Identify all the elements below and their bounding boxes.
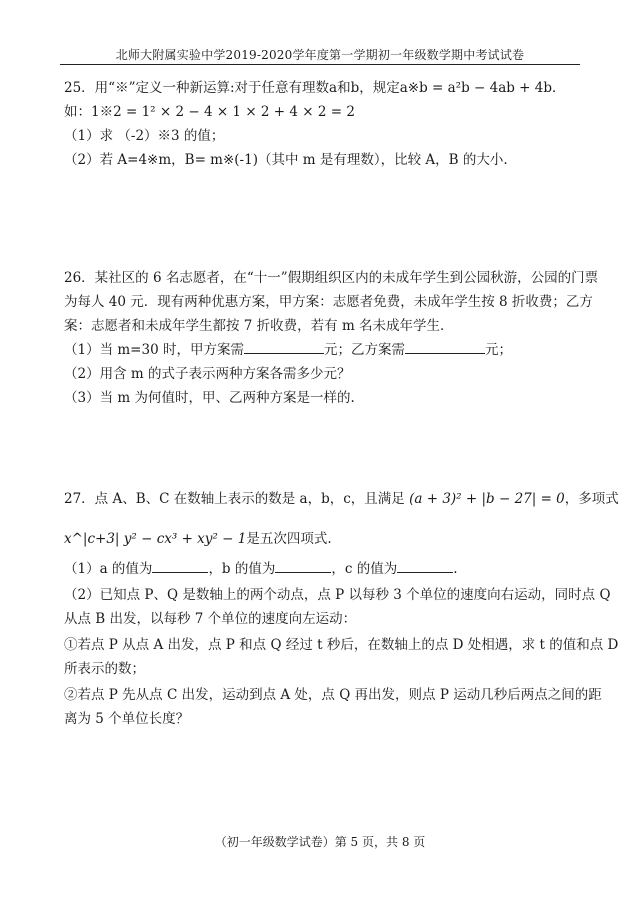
q27-polynomial: x^|c+3| y² − cx³ + xy² − 1 [64,531,247,547]
q27-part2-line1: （2）已知点 P、Q 是数轴上的两个动点，点 P 以每秒 3 个单位的速度向右运动，同时点 Q [64,587,611,603]
q27-sub2-line1: ②若点 P 先从点 C 出发，运动到点 A 处，点 Q 再出发，则点 P 运动几秒后两点之间的距 [64,687,602,703]
q26-blank-plan-a[interactable] [244,341,324,354]
q26-part1 [64,338,512,358]
q27-sub2-line2: 离为 5 个单位长度？ [64,711,190,727]
q26-part3: （3）当 m 为何值时，甲、乙两种方案是一样的. [64,390,355,406]
page-footer: （初一年级数学试卷）第 5 页，共 8 页 [214,835,426,849]
q27-sub1-line1: ①若点 P 从点 A 出发，点 P 和点 Q 经过 t 秒后，在数轴上的点 D 处相遇，求 t 的值和点 D [64,637,619,653]
q27-line1-text-b: ，多项式 [564,491,619,507]
q26-part2: （2）用含 m 的式子表示两种方案各需多少元？ [64,366,351,382]
q27-blank-a[interactable] [152,560,208,573]
q27-part2-line2: 从点 B 出发，以每秒 7 个单位的速度向左运动： [64,611,357,627]
q27-sub1-line2: 所表示的数； [64,661,145,677]
q26-blank-plan-b[interactable] [405,341,485,354]
q27-line1 [64,487,619,507]
q26-line3: 案：志愿者和未成年学生都按 7 折收费，若有 m 名未成年学生． [64,318,454,334]
q27-blank-b[interactable] [275,560,331,573]
q27-part1 [64,557,458,577]
q27-part1-text-c: ，c 的值为 [331,561,398,577]
q25-example: 如：1※2 = 1² × 2 − 4 × 1 × 2 + 4 × 2 = 2 [64,104,355,120]
q26-line1: 26．某社区的 6 名志愿者，在“十一”假期组织区内的未成年学生到公园秋游，公园的门票 [64,270,599,286]
q27-polynomial-tail: 是五次四项式. [246,531,332,547]
q27-line1-text-a: 27．点 A、B、C 在数轴上表示的数是 a，b，c，且满足 [64,491,405,507]
q27-part1-text-a: （1）a 的值为 [64,561,153,577]
q25-part2: （2）若 A=4※m，B= m※(-1)（其中 m 是有理数），比较 A，B 的大小. [64,152,508,168]
q27-condition: (a + 3)² + |b − 27| = 0 [409,491,565,507]
q26-part1-text-a: （1）当 m=30 时，甲方案需 [64,342,244,358]
page-header: 北师大附属实验中学2019-2020学年度第一学期初一年级数学期中考试试卷 [115,48,525,62]
q25-part1: （1）求 （-2）※3 的值； [64,128,225,144]
q26-line2: 为每人 40 元．现有两种优惠方案，甲方案：志愿者免费，未成年学生按 8 折收费；乙方 [64,294,593,310]
q27-part1-text-d: . [453,561,458,577]
header-rule [60,64,580,65]
q27-part1-text-b: ，b 的值为 [208,561,276,577]
q26-part1-text-c: 元； [484,342,512,358]
q25-stem: 25．用“※”定义一种新运算:对于任意有理数a和b，规定a※b = a²b − 4ab + 4b． [64,80,566,96]
q27-blank-c[interactable] [397,560,453,573]
q26-part1-text-b: 元；乙方案需 [323,342,405,358]
q27-polynomial-line [64,527,332,547]
